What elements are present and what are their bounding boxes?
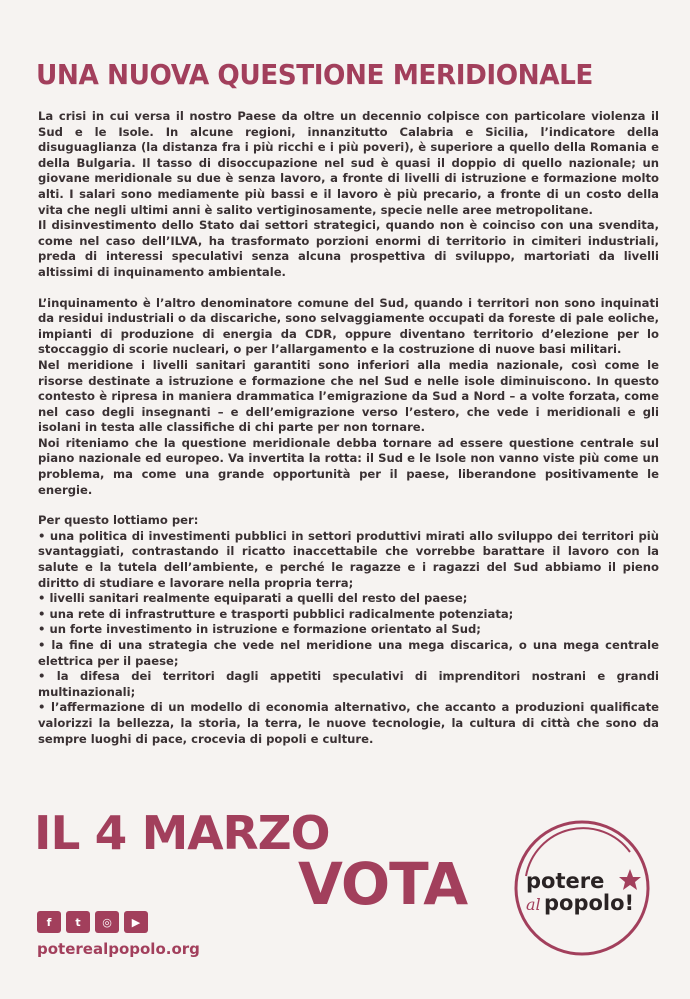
paragraph: L’inquinamento è l’altro denominatore comune del Sud, quando i territori non sono inquinati da residui industriali o da discariche, sono selvaggiamente occupati da foreste di pale eoliche, impianti di produzione di energia da CDR, oppure diventano territorio d’elezione per lo stoccaggio di scorie nucleari, o per l’allargamento e la costruzione di nuove basi militari. xyxy=(38,295,659,357)
logo-word-popolo: popolo! xyxy=(544,891,635,915)
logo-word-al: al xyxy=(526,895,541,914)
potere-al-popolo-logo xyxy=(512,818,652,958)
vote-slogan: VOTA xyxy=(298,850,468,918)
list-item: • la fine di una strategia che vede nel meridione una mega discarica, o una mega centrale elettrica per il paese; xyxy=(38,638,659,668)
demands-list xyxy=(38,529,659,747)
list-item: • una politica di investimenti pubblici in settori produttivi mirati allo sviluppo dei territori più svantaggiati, contrastando il ricatto inaccettabile che vorrebbe barattare il lavoro con la salute e la tutela dell’ambiente, e perché le ragazze e i ragazzi del Sud abbiamo il pieno diritto di studiare e lavorare nella propria terra; xyxy=(38,528,659,590)
list-item: • un forte investimento in istruzione e formazione orientato al Sud; xyxy=(38,622,481,637)
youtube-icon[interactable]: ▶ xyxy=(124,911,148,933)
list-item: • l’affermazione di un modello di economia alternativo, che accanto a produzioni qualificate valorizzi la bellezza, la storia, la terra, le nuove tecnologie, la cultura di città che sono da sempre luoghi di pace, crocevia di popoli e culture. xyxy=(38,700,659,746)
list-item: • la difesa dei territori dagli appetiti speculativi di imprenditori nostrani e grandi multinazionali; xyxy=(38,669,659,699)
social-links xyxy=(37,911,148,933)
election-date-slogan: IL 4 MARZO xyxy=(34,806,330,860)
list-item: • una rete di infrastrutture e trasporti pubblici radicalmente potenziata; xyxy=(38,606,514,621)
star-icon xyxy=(619,869,641,890)
list-intro: Per questo lottiamo per: xyxy=(38,513,199,528)
page-title: UNA NUOVA QUESTIONE MERIDIONALE xyxy=(36,58,593,91)
instagram-icon[interactable]: ◎ xyxy=(95,911,119,933)
paragraph: Il disinvestimento dello Stato dai settori strategici, quando non è coinciso con una svendita, come nel caso dell’ILVA, ha trasformato porzioni enormi di territorio in cimiteri industriali, preda di interessi speculativi senza alcuna prospettiva di sviluppo, martoriati da livelli altissimi di inquinamento ambientale. xyxy=(38,218,659,279)
list-item: • livelli sanitari realmente equiparati a quelli del resto del paese; xyxy=(38,591,468,606)
website-link[interactable]: poterealpopolo.org xyxy=(37,940,200,958)
article-body xyxy=(38,109,659,747)
paragraph: La crisi in cui versa il nostro Paese da oltre un decennio colpisce con particolare violenza il Sud e le Isole. In alcune regioni, innanzitutto Calabria e Sicilia, l’indicatore della disuguaglianza (la distanza fra i più ricchi e i più poveri), è superiore a quello della Romania e della Bulgaria. Il tasso di disoccupazione nel sud è quasi il doppio di quello nazionale; un giovane meridionale su due è senza lavoro, a fronte di livelli di istruzione e formazione molto alti. I salari sono mediamente più bassi e il lavoro è più precario, a fronte di un costo della vita che negli ultimi anni è salito vertiginosamente, specie nelle aree metropolitane. xyxy=(38,109,659,217)
paragraph: Nel meridione i livelli sanitari garantiti sono inferiori alla media nazionale, così come le risorse destinate a istruzione e formazione che nel Sud e nelle isole diminuiscono. In questo contesto è ripresa in maniera drammatica l’emigrazione da Sud a Nord – a volte forzata, come nel caso degli insegnanti – e dell’emigrazione verso l’estero, che vede i meridionali e gli isolani in testa alle classifiche di chi parte per non tornare. xyxy=(38,357,659,435)
paragraph: Noi riteniamo che la questione meridionale debba tornare ad essere questione centrale sul piano nazionale ed europeo. Va invertita la rotta: il Sud e le Isole non vanno viste più come un problema, ma come una grande opportunità per il paese, liberandone positivamente le energie. xyxy=(38,435,659,497)
logo-word-potere: potere xyxy=(526,869,605,893)
twitter-icon[interactable]: t xyxy=(66,911,90,933)
facebook-icon[interactable]: f xyxy=(37,911,61,933)
